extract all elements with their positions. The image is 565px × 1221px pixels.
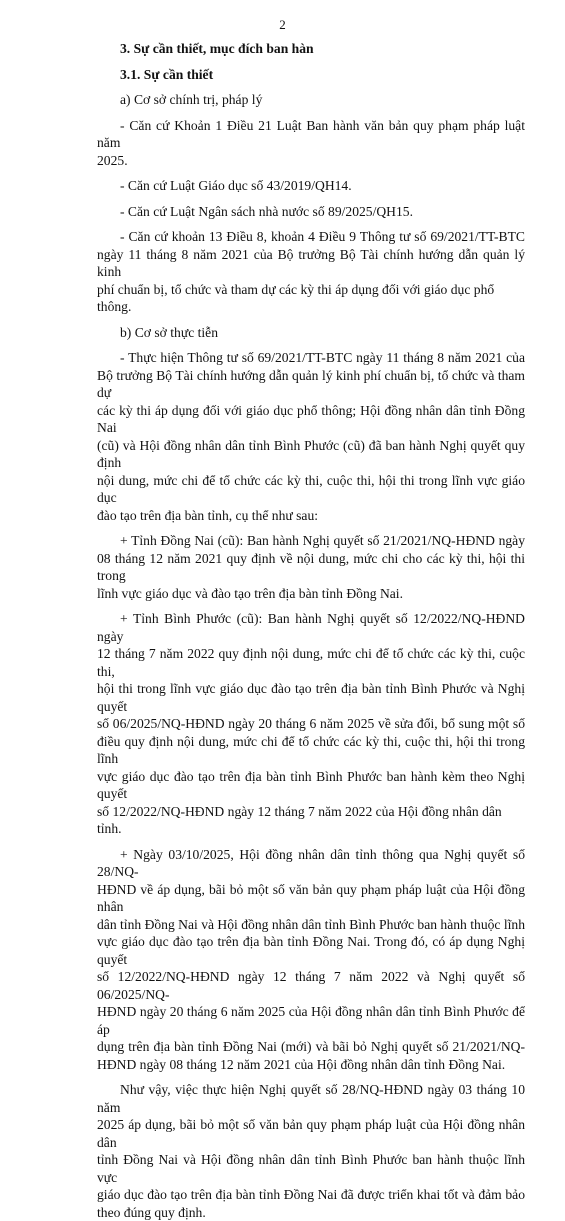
paragraph-line: + Tỉnh Bình Phước (cũ): Ban hành Nghị quyết số 12/2022/NQ-HĐND ngày — [97, 610, 525, 645]
paragraph-line: - Căn cứ khoản 13 Điều 8, khoản 4 Điều 9 Thông tư số 69/2021/TT-BTC — [97, 228, 525, 246]
paragraph-line: các kỳ thi áp dụng đối với giáo dục phổ thông; Hội đồng nhân dân tỉnh Đồng Nai — [97, 402, 525, 437]
paragraph-line: 2025. — [97, 152, 525, 170]
paragraph-line: + Tỉnh Đồng Nai (cũ): Ban hành Nghị quyết số 21/2021/NQ-HĐND ngày — [97, 532, 525, 550]
paragraph-line: số 06/2025/NQ-HĐND ngày 20 tháng 6 năm 2025 về sửa đổi, bổ sung một số — [97, 715, 525, 733]
paragraph-line: Bộ trưởng Bộ Tài chính hướng dẫn quản lý kinh phí chuẩn bị, tổ chức và tham dự — [97, 367, 525, 402]
paragraph-line: theo đúng quy định. — [97, 1204, 525, 1221]
paragraph-line: dụng trên địa bàn tỉnh Đồng Nai (mới) và bãi bỏ Nghị quyết số 21/2021/NQ- — [97, 1038, 525, 1056]
paragraph-line: 12 tháng 7 năm 2022 quy định nội dung, mức chi để tổ chức các kỳ thi, cuộc thi, — [97, 645, 525, 680]
paragraph-line: số 12/2022/NQ-HĐND ngày 12 tháng 7 năm 2022 của Hội đồng nhân dân tỉnh. — [97, 803, 525, 838]
paragraph-line: ngày 11 tháng 8 năm 2021 của Bộ trưởng Bộ Tài chính hướng dẫn quản lý kinh — [97, 246, 525, 281]
paragraph-line: HĐND ngày 08 tháng 12 năm 2021 của Hội đồng nhân dân tỉnh Đồng Nai. — [97, 1056, 525, 1074]
section-b-label: b) Cơ sở thực tiễn — [97, 324, 525, 342]
page-number: 2 — [0, 17, 565, 33]
paragraph-line: Như vậy, việc thực hiện Nghị quyết số 28/NQ-HĐND ngày 03 tháng 10 năm — [97, 1081, 525, 1116]
paragraph-line: phí chuẩn bị, tổ chức và tham dự các kỳ thi áp dụng đối với giáo dục phổ thông. — [97, 281, 525, 316]
paragraph-line: đào tạo trên địa bàn tỉnh, cụ thể như sau: — [97, 507, 525, 525]
paragraph-b1 — [97, 349, 525, 524]
paragraph-line: 08 tháng 12 năm 2021 quy định về nội dung, mức chi cho các kỳ thi, hội thi trong — [97, 550, 525, 585]
paragraph-b2 — [97, 532, 525, 602]
paragraph-line: (cũ) và Hội đồng nhân dân tỉnh Bình Phước (cũ) đã ban hành Nghị quyết quy định — [97, 437, 525, 472]
paragraph-line: HĐND ngày 20 tháng 6 năm 2025 của Hội đồng nhân dân tỉnh Bình Phước để áp — [97, 1003, 525, 1038]
paragraph-line: + Ngày 03/10/2025, Hội đồng nhân dân tỉnh thông qua Nghị quyết số 28/NQ- — [97, 846, 525, 881]
paragraph-line: điều quy định nội dung, mức chi để tổ chức các kỳ thi, cuộc thi, hội thi trong lĩnh — [97, 733, 525, 768]
paragraph-line: HĐND về áp dụng, bãi bỏ một số văn bản quy phạm pháp luật của Hội đồng nhân — [97, 881, 525, 916]
paragraph-line: số 12/2022/NQ-HĐND ngày 12 tháng 7 năm 2022 và Nghị quyết số 06/2025/NQ- — [97, 968, 525, 1003]
paragraph-b5 — [97, 1081, 525, 1221]
paragraph-line: hội thi trong lĩnh vực giáo dục đào tạo trên địa bàn tỉnh Bình Phước và Nghị quyết — [97, 680, 525, 715]
paragraph-a2: - Căn cứ Luật Giáo dục số 43/2019/QH14. — [97, 177, 525, 195]
paragraph-a4 — [97, 228, 525, 316]
paragraph-line: giáo dục đào tạo trên địa bàn tỉnh Đồng Nai đã được triển khai tốt và đảm bảo — [97, 1186, 525, 1204]
paragraph-b4 — [97, 846, 525, 1074]
paragraph-b3 — [97, 610, 525, 838]
paragraph-line: vực giáo dục đào tạo trên địa bàn tỉnh Đồng Nai. Trong đó, có áp dụng Nghị quyết — [97, 933, 525, 968]
paragraph-line: vực giáo dục đào tạo trên địa bàn tỉnh Bình Phước ban hành kèm theo Nghị quyết — [97, 768, 525, 803]
document-body — [97, 40, 525, 1221]
section-a-label: a) Cơ sở chính trị, pháp lý — [97, 91, 525, 109]
paragraph-line: - Căn cứ Khoản 1 Điều 21 Luật Ban hành văn bản quy phạm pháp luật năm — [97, 117, 525, 152]
paragraph-line: dân tỉnh Đồng Nai và Hội đồng nhân dân tỉnh Bình Phước ban hành thuộc lĩnh — [97, 916, 525, 934]
paragraph-line: lĩnh vực giáo dục và đào tạo trên địa bàn tỉnh Đồng Nai. — [97, 585, 525, 603]
paragraph-line: - Thực hiện Thông tư số 69/2021/TT-BTC ngày 11 tháng 8 năm 2021 của — [97, 349, 525, 367]
paragraph-a1 — [97, 117, 525, 170]
section-heading: 3. Sự cần thiết, mục đích ban hàn — [97, 40, 525, 58]
paragraph-line: nội dung, mức chi để tổ chức các kỳ thi, cuộc thi, hội thi trong lĩnh vực giáo dục — [97, 472, 525, 507]
paragraph-line: tỉnh Đồng Nai và Hội đồng nhân dân tỉnh Bình Phước ban hành thuộc lĩnh vực — [97, 1151, 525, 1186]
subsection-heading: 3.1. Sự cần thiết — [97, 66, 525, 84]
paragraph-line: 2025 áp dụng, bãi bỏ một số văn bản quy phạm pháp luật của Hội đồng nhân dân — [97, 1116, 525, 1151]
paragraph-a3: - Căn cứ Luật Ngân sách nhà nước số 89/2025/QH15. — [97, 203, 525, 221]
